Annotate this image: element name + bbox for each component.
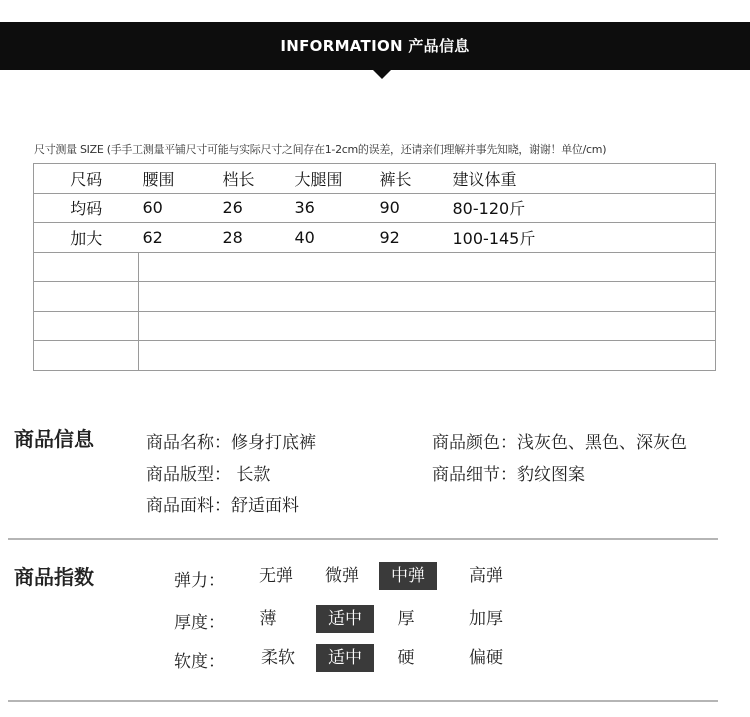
size-table-empty-row [34,252,716,282]
size-table-empty-cell [139,282,716,312]
index-option: 偏硬 [469,648,503,668]
size-table-cell: 60 [139,193,219,223]
index-option-selected: 适中 [316,605,374,633]
size-table-empty-cell [139,311,716,341]
size-table-cell: 40 [291,223,376,253]
size-table-empty-cell [34,311,139,341]
size-table-empty-row [34,341,716,371]
product-info-title: 商品信息 [14,427,94,451]
index-option: 高弹 [469,566,503,586]
index-option-selected: 适中 [316,644,374,672]
size-table-header-cell: 建议体重 [449,164,716,194]
size-table-header-cell: 档长 [219,164,291,194]
info-item-fit: 商品版型： 长款 [146,465,271,485]
size-table-empty-cell [139,252,716,282]
info-item-detail: 商品细节：豹纹图案 [432,465,585,485]
size-table-header-row [34,164,716,194]
index-label-softness: 软度： [174,652,225,672]
index-option: 硬 [397,648,415,668]
header-banner [0,22,750,70]
size-table-empty-row [34,282,716,312]
index-option: 厚 [397,609,415,629]
info-item-color: 商品颜色：浅灰色、黑色、深灰色 [432,433,687,453]
info-item-name: 商品名称：修身打底裤 [146,433,316,453]
info-item-fabric: 商品面料：舒适面料 [146,496,299,516]
size-table-header-cell: 裤长 [376,164,449,194]
size-table-empty-cell [34,252,139,282]
size-table-cell: 加大 [34,223,139,253]
index-label-thickness: 厚度： [174,613,225,633]
size-table-cell: 28 [219,223,291,253]
bottom-divider [8,700,718,702]
size-table [33,163,716,371]
size-table-row [34,193,716,223]
size-table-cell: 100-145斤 [449,223,716,253]
size-table-cell: 26 [219,193,291,223]
size-table-empty-row [34,311,716,341]
size-table-header-cell: 大腿围 [291,164,376,194]
size-table-cell: 90 [376,193,449,223]
header-title: INFORMATION 产品信息 [280,37,470,55]
section-divider [8,538,718,540]
size-table-empty-cell [34,282,139,312]
size-note: 尺寸测量 SIZE (手手工测量平铺尺寸可能与实际尺寸之间存在1-2cm的误差，还请亲们理解并事先知晓，谢谢！单位/cm) [34,143,607,156]
size-table-row [34,223,716,253]
size-table-cell: 80-120斤 [449,193,716,223]
index-option-selected: 中弹 [379,562,437,590]
size-table-empty-cell [139,341,716,371]
size-table-header-cell: 尺码 [34,164,139,194]
index-option: 薄 [259,609,277,629]
size-table-cell: 92 [376,223,449,253]
index-option: 加厚 [469,609,503,629]
size-table-empty-cell [34,341,139,371]
size-table-header-cell: 腰围 [139,164,219,194]
header-notch [373,70,391,79]
size-table-cell: 均码 [34,193,139,223]
index-option: 柔软 [261,648,295,668]
size-table-cell: 36 [291,193,376,223]
product-index-title: 商品指数 [14,565,94,589]
size-table-cell: 62 [139,223,219,253]
index-option: 无弹 [259,566,293,586]
index-option: 微弹 [325,566,359,586]
index-label-elasticity: 弹力： [174,571,225,591]
